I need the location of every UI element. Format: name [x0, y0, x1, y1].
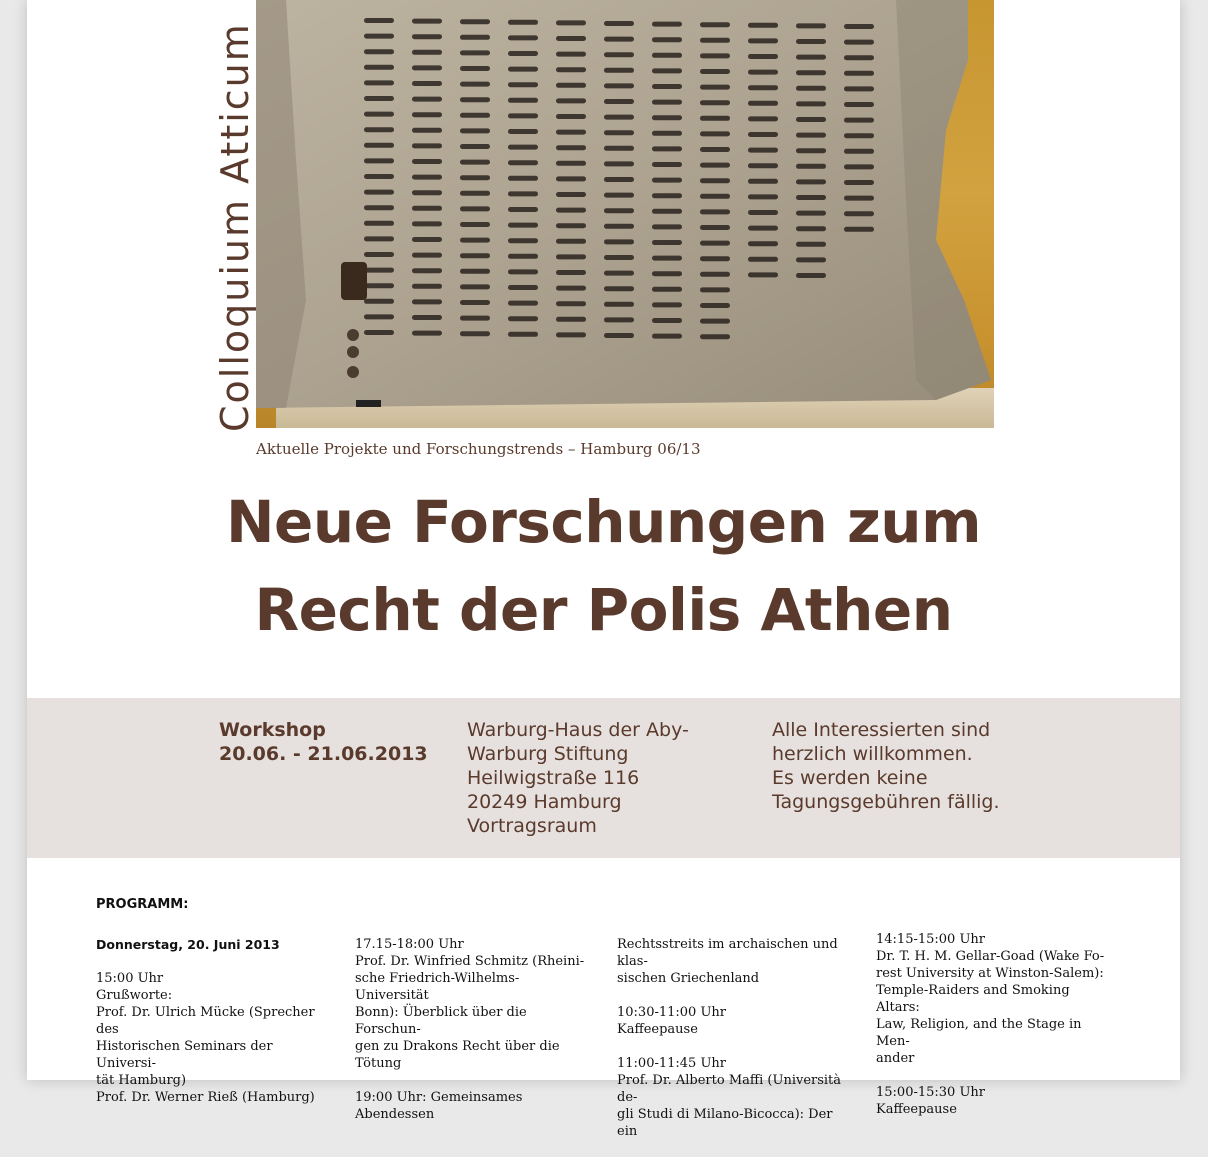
- stone-slot: [700, 178, 730, 183]
- main-title: [27, 478, 1180, 654]
- stone-slot: [412, 221, 442, 226]
- stone-slot: [748, 179, 778, 184]
- stone-slot: [652, 115, 682, 120]
- welcome-line: herzlich willkommen.: [772, 743, 973, 765]
- stone-slot: [748, 241, 778, 246]
- stone-slot: [508, 67, 538, 72]
- stone-slot: [556, 114, 586, 119]
- stone-slot: [796, 211, 826, 216]
- stone-slot: [412, 50, 442, 55]
- series-caption: Aktuelle Projekte und Forschungstrends – Hamburg 06/13: [256, 440, 701, 458]
- stone-slot: [412, 112, 442, 117]
- stone-slot: [700, 209, 730, 214]
- stone-slot: [796, 70, 826, 75]
- stone-slot: [460, 175, 490, 180]
- stone-slot: [556, 161, 586, 166]
- programme-line: 17.15-18:00 Uhr: [355, 937, 464, 952]
- stone-slot: [796, 148, 826, 153]
- stone-slot: [412, 19, 442, 24]
- stone-slot: [508, 145, 538, 150]
- stone-slot: [460, 128, 490, 133]
- stone-slot: [652, 146, 682, 151]
- welcome-note: [772, 718, 1000, 814]
- stone-slot: [412, 128, 442, 133]
- stone-slot: [700, 319, 730, 324]
- stone-slot: [844, 149, 874, 154]
- stone-slot: [796, 117, 826, 122]
- stone-slot: [460, 50, 490, 55]
- venue-line: 20249 Hamburg: [467, 791, 622, 813]
- programme-column-3: [617, 936, 855, 1157]
- stone-slot: [364, 268, 394, 273]
- stone-slot: [652, 84, 682, 89]
- stone-slot: [748, 210, 778, 215]
- stone-slot: [508, 82, 538, 87]
- stone-slot: [748, 85, 778, 90]
- stone-slot: [364, 221, 394, 226]
- stone-slot: [748, 226, 778, 231]
- stone-slot: [412, 206, 442, 211]
- stone-slot: [844, 40, 874, 45]
- main-title-line-1: Neue Forschungen zum: [225, 488, 982, 556]
- programme-line: 15:00-15:30 Uhr: [876, 1085, 985, 1100]
- stone-slot: [748, 101, 778, 106]
- stone-slot: [700, 22, 730, 27]
- stone-slot: [412, 284, 442, 289]
- stone-slot: [556, 20, 586, 25]
- stone-slot: [412, 237, 442, 242]
- stone-slot: [796, 101, 826, 106]
- stone-slot: [604, 115, 634, 120]
- stone-slot: [748, 116, 778, 121]
- stone-slot: [460, 284, 490, 289]
- main-title-line-2: Recht der Polis Athen: [254, 576, 953, 644]
- stone-slot: [364, 205, 394, 210]
- stone-slot: [508, 129, 538, 134]
- stone-slot: [460, 97, 490, 102]
- stone-slot: [556, 130, 586, 135]
- stone-slot: [460, 238, 490, 243]
- stone-slot: [364, 158, 394, 163]
- programme-line: Rechtsstreits im archaischen und klas-: [617, 937, 838, 969]
- stone-slot: [604, 37, 634, 42]
- stone-slot: [604, 317, 634, 322]
- programme-line: Prof. Dr. Winfried Schmitz (Rheini-: [355, 954, 585, 969]
- stone-slot: [652, 53, 682, 58]
- stone-slot: [364, 252, 394, 257]
- stone-slot: [604, 333, 634, 338]
- stone-slot: [796, 179, 826, 184]
- stone-slot: [364, 34, 394, 39]
- stone-slot: [556, 286, 586, 291]
- kleroterion-photo: [256, 0, 994, 428]
- stone-slot: [604, 161, 634, 166]
- stone-slot: [652, 271, 682, 276]
- stone-slot: [364, 96, 394, 101]
- stone-slot: [700, 303, 730, 308]
- stone-slot: [508, 51, 538, 56]
- stone-slot: [508, 176, 538, 181]
- stone-slot: [604, 68, 634, 73]
- programme-column-1: [96, 936, 334, 1123]
- stone-slot: [556, 239, 586, 244]
- stone-slot: [556, 83, 586, 88]
- stone-slot: [700, 100, 730, 105]
- stone-slot: [652, 100, 682, 105]
- programme-line: sche Friedrich-Wilhelms-Universität: [355, 971, 520, 1003]
- stone-slot: [460, 222, 490, 227]
- stone-slot: [652, 224, 682, 229]
- stone-slot: [748, 132, 778, 137]
- stone-slot: [748, 163, 778, 168]
- stone-slot: [700, 53, 730, 58]
- stone-slot: [364, 65, 394, 70]
- stone-slot: [700, 163, 730, 168]
- stone-slot: [412, 299, 442, 304]
- programme-line: Temple-Raiders and Smoking Altars:: [876, 983, 1070, 1015]
- programme-line: 19:00 Uhr: Gemeinsames Abendessen: [355, 1090, 523, 1122]
- stone-slot: [700, 116, 730, 121]
- stone-slot: [460, 144, 490, 149]
- stone-slot: [460, 300, 490, 305]
- stone-slot: [460, 113, 490, 118]
- stone-slot: [700, 69, 730, 74]
- stone-slot: [364, 80, 394, 85]
- stone-slot: [364, 190, 394, 195]
- programme-line: Law, Religion, and the Stage in Men-: [876, 1017, 1082, 1049]
- stone-slot: [652, 193, 682, 198]
- stone-slot: [556, 301, 586, 306]
- welcome-line: Es werden keine: [772, 767, 928, 789]
- stone-slot: [412, 34, 442, 39]
- stone-slot: [508, 191, 538, 196]
- stone-slot: [796, 226, 826, 231]
- workshop-dates: [219, 718, 428, 766]
- stone-slot: [844, 180, 874, 185]
- stone-slot: [508, 113, 538, 118]
- stone-slot: [412, 81, 442, 86]
- stone-slot: [412, 268, 442, 273]
- venue-line: Warburg-Haus der Aby-: [467, 719, 689, 741]
- stone-slot: [748, 148, 778, 153]
- venue-address: [467, 718, 689, 838]
- stone-slot: [748, 194, 778, 199]
- stone-slot: [652, 334, 682, 339]
- stone-slot: [460, 269, 490, 274]
- info-band: [27, 698, 1180, 858]
- stone-slot: [796, 242, 826, 247]
- stone-slot: [364, 299, 394, 304]
- stone-slot: [604, 302, 634, 307]
- programme-line: Prof. Dr. Werner Rieß (Hamburg): [96, 1090, 315, 1105]
- stone-slot: [748, 23, 778, 28]
- workshop-label: Workshop: [219, 719, 326, 741]
- poster-page: [27, 0, 1180, 1139]
- stone-slot: [460, 206, 490, 211]
- stone-slot: [556, 192, 586, 197]
- programme-line: Historischen Seminars der Universi-: [96, 1039, 273, 1071]
- stone-slot: [604, 193, 634, 198]
- stone-slot: [700, 287, 730, 292]
- venue-line: Heilwigstraße 116: [467, 767, 640, 789]
- stone-slot: [508, 316, 538, 321]
- stone-slot: [700, 85, 730, 90]
- stone-slot: [556, 98, 586, 103]
- programme-line: rest University at Winston-Salem):: [876, 966, 1104, 981]
- stone-slot: [652, 240, 682, 245]
- stone-slot: [844, 211, 874, 216]
- stone-slot: [508, 332, 538, 337]
- welcome-line: Tagungsgebühren fällig.: [772, 791, 1000, 813]
- programme-line: 11:00-11:45 Uhr: [617, 1056, 726, 1071]
- stone-slot: [844, 196, 874, 201]
- stone-slot: [364, 236, 394, 241]
- stone-slot: [508, 269, 538, 274]
- programme-line: Prof. Dr. Ulrich Mücke (Sprecher des: [96, 1005, 315, 1037]
- programme-line: Dr. T. H. M. Gellar-Goad (Wake Fo-: [876, 949, 1105, 964]
- stone-slot: [700, 256, 730, 261]
- stone-slot: [460, 191, 490, 196]
- stone-slot: [652, 209, 682, 214]
- stone-slot: [604, 21, 634, 26]
- stone-slot: [700, 272, 730, 277]
- stone-slot: [460, 253, 490, 258]
- stone-slot: [508, 207, 538, 212]
- stone-slot: [700, 131, 730, 136]
- stone-slot: [604, 286, 634, 291]
- stone-slot: [652, 131, 682, 136]
- stone-slot: [364, 143, 394, 148]
- stone-slot: [604, 239, 634, 244]
- programme-line: 10:30-11:00 Uhr: [617, 1005, 726, 1020]
- programme-column-2: [355, 936, 593, 1140]
- venue-line: Warburg Stiftung: [467, 743, 629, 765]
- stone-slot: [364, 127, 394, 132]
- stone-slot: [556, 317, 586, 322]
- stone-slot: [700, 225, 730, 230]
- stone-slot: [508, 285, 538, 290]
- stone-slot: [796, 133, 826, 138]
- stone-slot: [364, 283, 394, 288]
- stone-slot: [556, 176, 586, 181]
- programme-line: Grußworte:: [96, 988, 173, 1003]
- stone-slot: [652, 287, 682, 292]
- stone-slot: [508, 20, 538, 25]
- stone-slot: [412, 175, 442, 180]
- stone-slot: [364, 174, 394, 179]
- programme-line: Kaffeepause: [617, 1022, 698, 1037]
- stone-slot: [604, 255, 634, 260]
- stone-slot: [652, 22, 682, 27]
- stone-slot: [700, 147, 730, 152]
- stone-slot: [460, 35, 490, 40]
- stone-slot: [556, 223, 586, 228]
- welcome-line: Alle Interessierten sind: [772, 719, 991, 741]
- stone-slot: [556, 67, 586, 72]
- stone-slot: [604, 208, 634, 213]
- programme-line: tät Hamburg): [96, 1073, 187, 1088]
- stone-slot: [508, 301, 538, 306]
- programme-line: Prof. Dr. Alberto Maffi (Università de-: [617, 1073, 842, 1105]
- programme-line: Kaffeepause: [876, 1102, 957, 1117]
- stone-slot: [844, 133, 874, 138]
- stone-slot: [364, 330, 394, 335]
- venue-line: Vortragsraum: [467, 815, 597, 837]
- stone-slot: [652, 302, 682, 307]
- stone-slot: [796, 164, 826, 169]
- stone-slot: [652, 318, 682, 323]
- stone-slot: [844, 86, 874, 91]
- stone-slot: [508, 254, 538, 259]
- stone-slot: [460, 19, 490, 24]
- colloquium-vertical-title: Colloquium Atticum: [213, 22, 257, 432]
- stone-slot: [748, 272, 778, 277]
- stone-slot: [604, 130, 634, 135]
- stone-slot: [844, 102, 874, 107]
- stone-slot: [604, 271, 634, 276]
- stone-slot: [364, 112, 394, 117]
- stone-slot: [460, 66, 490, 71]
- stone-slot: [796, 23, 826, 28]
- stone-slot: [412, 65, 442, 70]
- stone-slot: [508, 35, 538, 40]
- programme-line: Bonn): Überblick über die Forschun-: [355, 1005, 527, 1037]
- stone-slot: [604, 146, 634, 151]
- stone-slot: [844, 71, 874, 76]
- stone-slot: [460, 331, 490, 336]
- stone-slot: [700, 241, 730, 246]
- stone-slot: [556, 332, 586, 337]
- stone-slot: [652, 256, 682, 261]
- stone-slot: [412, 331, 442, 336]
- stone-slot: [364, 314, 394, 319]
- stone-slot: [700, 194, 730, 199]
- stone-slot: [604, 177, 634, 182]
- workshop-date-range: 20.06. - 21.06.2013: [219, 743, 428, 765]
- stone-slot: [556, 145, 586, 150]
- programme-heading: PROGRAMM:: [96, 897, 189, 912]
- stone-slot: [364, 49, 394, 54]
- stone-slot: [412, 315, 442, 320]
- stone-slot: [700, 334, 730, 339]
- stone-slot: [748, 54, 778, 59]
- stone-slot: [796, 195, 826, 200]
- stone-slot: [508, 98, 538, 103]
- stone-slot: [460, 316, 490, 321]
- stone-slot: [652, 37, 682, 42]
- stone-slot: [460, 82, 490, 87]
- stone-slot: [700, 38, 730, 43]
- stone-slot: [556, 52, 586, 57]
- stone-slot: [604, 83, 634, 88]
- stone-slot: [508, 238, 538, 243]
- stone-slot: [652, 178, 682, 183]
- programme-line: 14:15-15:00 Uhr: [876, 932, 985, 947]
- stone-slot: [748, 257, 778, 262]
- stone-slot: [604, 52, 634, 57]
- stone-slot: [604, 99, 634, 104]
- day-heading: Donnerstag, 20. Juni 2013: [96, 937, 280, 952]
- programme-line: ander: [876, 1051, 915, 1066]
- stone-slot: [604, 224, 634, 229]
- programme-line: gen zu Drakons Recht über die Tötung: [355, 1039, 560, 1071]
- stone-slot: [796, 39, 826, 44]
- programme-line: sischen Griechenland: [617, 971, 760, 986]
- stone-slot: [412, 190, 442, 195]
- stone-slot: [508, 223, 538, 228]
- stone-slot: [844, 24, 874, 29]
- stone-slot: [364, 18, 394, 23]
- stone-slot: [556, 254, 586, 259]
- stone-slot: [748, 70, 778, 75]
- stone-slot: [652, 162, 682, 167]
- stone-slot: [796, 257, 826, 262]
- stone-slot: [844, 164, 874, 169]
- stone-slot: [460, 160, 490, 165]
- stone-slot: [748, 38, 778, 43]
- stone-slot: [556, 270, 586, 275]
- stone-slot: [796, 273, 826, 278]
- stone-slot: [412, 143, 442, 148]
- stone-slot: [652, 68, 682, 73]
- stone-slot: [412, 159, 442, 164]
- stone-slot: [508, 160, 538, 165]
- programme-line: 15:00 Uhr: [96, 971, 164, 986]
- stone-slot: [412, 253, 442, 258]
- programme-column-4: [876, 931, 1114, 1135]
- stone-slot: [796, 86, 826, 91]
- programme-line: gli Studi di Milano-Bicocca): Der ein: [617, 1107, 833, 1139]
- stone-slot: [844, 55, 874, 60]
- stone-slot: [556, 36, 586, 41]
- stone-slot: [796, 55, 826, 60]
- stone-slot: [844, 118, 874, 123]
- stone-slot: [412, 97, 442, 102]
- stone-slot: [556, 208, 586, 213]
- stone-slab-image: [256, 0, 994, 428]
- stone-slot: [844, 227, 874, 232]
